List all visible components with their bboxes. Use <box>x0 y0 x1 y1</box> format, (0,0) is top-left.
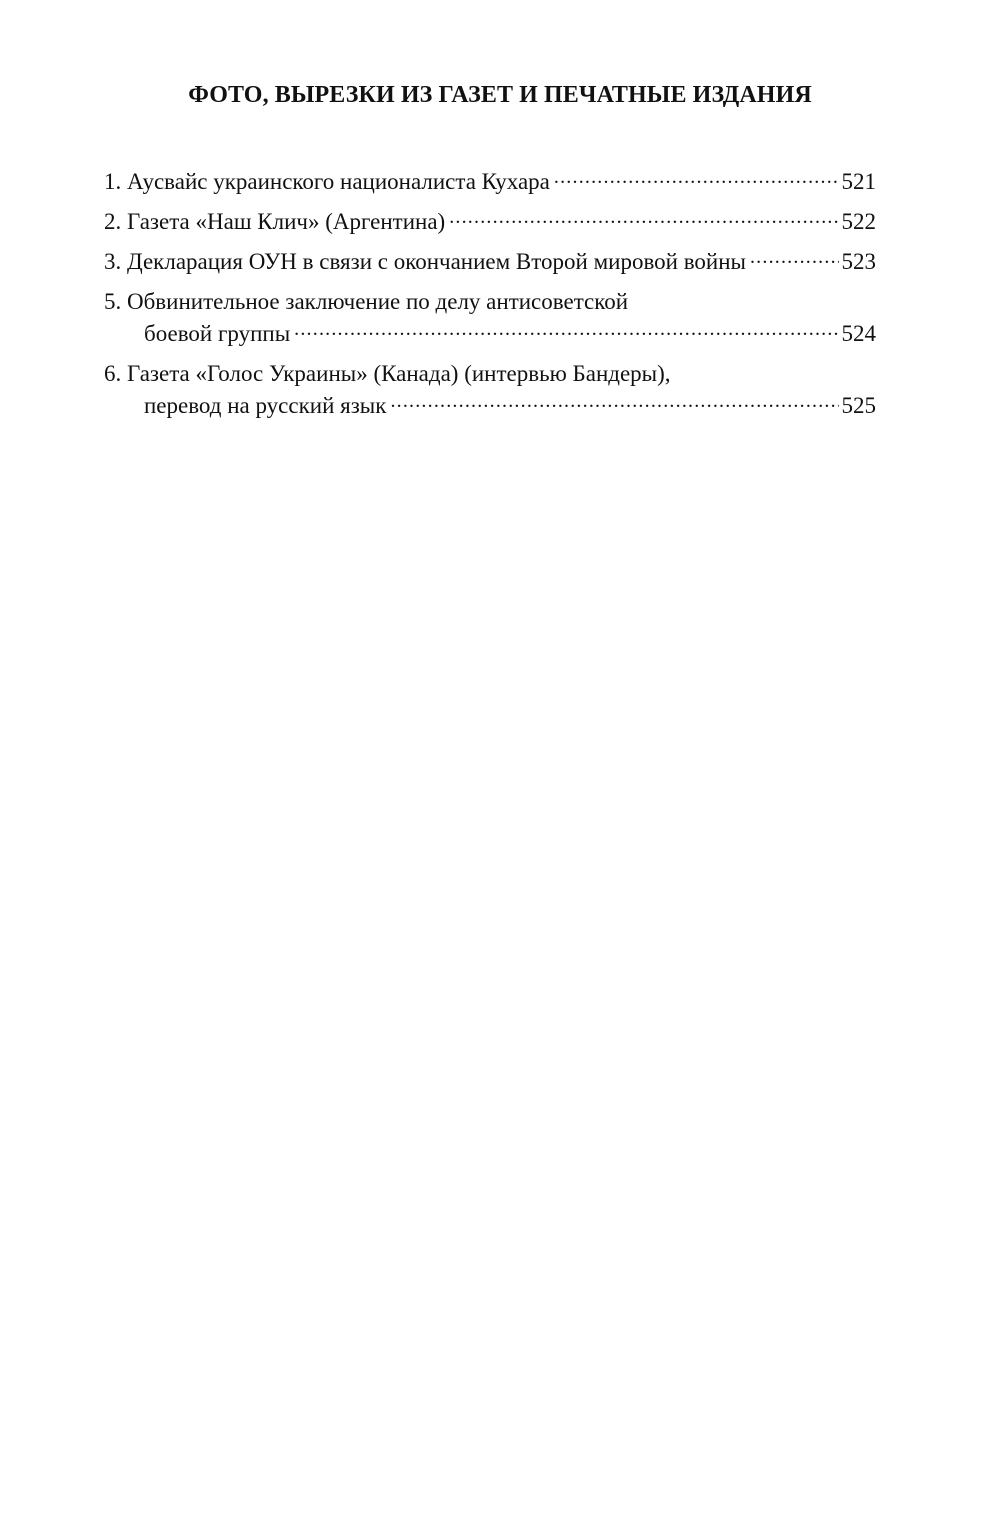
dot-leader <box>449 206 838 229</box>
toc-entry-title-continuation: перевод на русский язык <box>144 393 387 418</box>
toc-entry[interactable] <box>104 166 876 198</box>
toc-entry[interactable] <box>104 246 876 278</box>
toc-entry-page-number: 525 <box>841 393 876 418</box>
dot-leader <box>390 390 838 413</box>
toc-entry-title: 5. Обвинительное заключение по делу антисоветской <box>104 289 629 314</box>
toc-entry-title: 2. Газета «Наш Клич» (Аргентина) <box>104 209 446 234</box>
toc-entry-title: 1. Аусвайс украинского националиста Кухара <box>104 169 550 194</box>
toc-entry-page-number: 522 <box>841 209 876 234</box>
toc-entry-page-number: 521 <box>841 169 876 194</box>
toc-entry-page-number: 524 <box>841 321 876 346</box>
toc-entry-title: 3. Декларация ОУН в связи с окончанием Второй мировой войны <box>104 249 746 274</box>
toc-entry[interactable] <box>104 286 876 350</box>
page-title: ФОТО, ВЫРЕЗКИ ИЗ ГАЗЕТ И ПЕЧАТНЫЕ ИЗДАНИЯ <box>188 82 812 108</box>
toc-entry-page-number: 523 <box>841 249 876 274</box>
toc-entry-title-continuation: боевой группы <box>144 321 291 346</box>
dot-leader <box>554 166 839 189</box>
toc-entry-title: 6. Газета «Голос Украины» (Канада) (интервью Бандеры), <box>104 361 671 386</box>
table-of-contents <box>104 166 876 430</box>
dot-leader <box>294 318 838 341</box>
dot-leader <box>750 246 839 269</box>
toc-entry[interactable] <box>104 358 876 422</box>
toc-entry[interactable] <box>104 206 876 238</box>
